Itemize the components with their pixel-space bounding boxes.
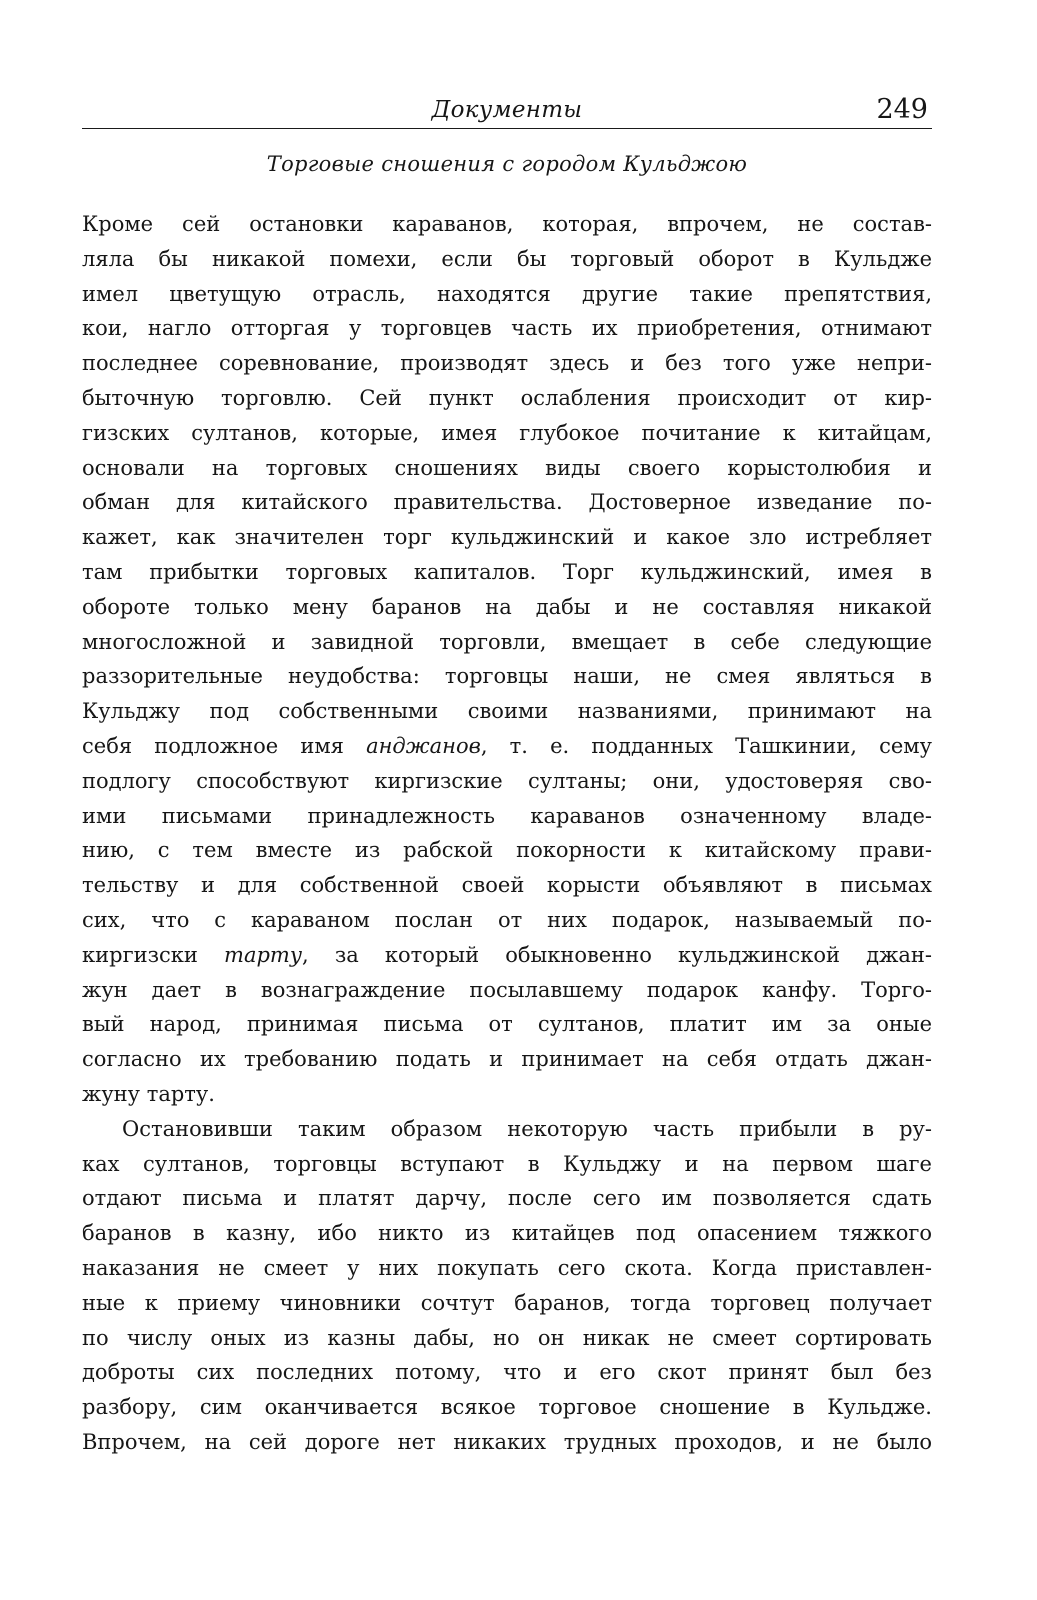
text-segment: раззорительные неудобства: торговцы наши, не смея являться в [82,664,932,689]
text-line [82,659,932,694]
text-line [82,1355,932,1390]
text-line [82,1390,932,1425]
text-segment: сих, что с караваном послан от них подарок, называемый по- [82,907,932,932]
text-segment: обман для китайского правительства. Достоверное изведание по- [82,490,932,515]
text-segment: , за который обыкновенно кульджинской джан- [302,942,932,967]
text-line [82,1147,932,1182]
text-segment: отдают письма и платят дарчу, после сего им позволяется сдать [82,1186,932,1211]
text-line [82,1181,932,1216]
text-line [82,938,932,973]
text-segment: себя подложное имя [82,733,367,758]
text-line [82,764,932,799]
running-title: Документы [431,97,583,123]
text-segment: наказания не смеет у них покупать сего скота. Когда приставлен- [82,1255,932,1280]
text-segment: там прибытки торговых капиталов. Торг кульджинский, имея в [82,559,932,584]
text-segment: баранов в казну, ибо никто из китайцев под опасением тяжкого [82,1221,932,1246]
text-line [82,903,932,938]
text-line [82,1077,932,1112]
text-segment: кажет, как значителен торг кульджинский и какое зло истребляет [82,525,932,550]
text-segment: ляла бы никакой помехи, если бы торговый оборот в Кульдже [82,246,932,271]
text-line [82,346,932,381]
header-rule [82,128,932,129]
text-segment: тельству и для собственной своей корысти объявляют в письмах [82,873,932,898]
text-segment: по числу оных из казны дабы, но он никак не смеет сортировать [82,1325,932,1350]
text-line [82,485,932,520]
text-line [82,1321,932,1356]
italic-term: тарту [224,942,303,967]
text-segment: последнее соревнование, производят здесь и без того уже непри- [82,351,932,376]
italic-term: анджанов [366,733,481,758]
running-head [82,96,932,128]
text-segment: Кульджу под собственными своими названиями, принимают на [82,699,932,724]
text-segment: имел цветущую отрасль, находятся другие такие препятствия, [82,281,932,306]
text-segment: кои, нагло отторгая у торговцев часть их приобретения, отнимают [82,316,932,341]
text-segment: Остановивши таким образом некоторую часть прибыли в ру- [122,1116,932,1141]
text-line [82,451,932,486]
text-line [82,416,932,451]
text-line [82,277,932,312]
text-segment: быточную торговлю. Сей пункт ослабления происходит от кир- [82,385,932,410]
text-line [82,381,932,416]
text-segment: Кроме сей остановки караванов, которая, впрочем, не состав- [82,212,932,236]
text-line [82,1286,932,1321]
text-line [82,973,932,1008]
text-segment: доброты сих последних потому, что и его скот принят был без [82,1360,932,1385]
text-line [82,1112,932,1147]
text-line [82,625,932,660]
text-segment: ные к приему чиновники сочтут баранов, тогда торговец получает [82,1290,932,1315]
text-segment: вый народ, принимая письма от султанов, платит им за оные [82,1012,932,1037]
text-segment: ими письмами принадлежность караванов означенному владе- [82,803,932,828]
text-segment: киргизски [82,942,225,967]
text-segment: жуну тарту. [82,1081,215,1106]
paragraph [82,1112,932,1460]
text-line [82,799,932,834]
text-segment: многосложной и завидной торговли, вмещает в себе следующие [82,629,932,654]
text-segment: жун дает в вознаграждение посылавшему подарок канфу. Торго- [82,977,932,1002]
text-segment: ках султанов, торговцы вступают в Кульджу и на первом шаге [82,1151,932,1176]
body-text [82,207,932,1460]
text-line [82,833,932,868]
text-segment: нию, с тем вместе из рабской покорности к китайскому прави- [82,838,932,863]
text-line [82,520,932,555]
text-line [82,1425,932,1460]
text-line [82,1007,932,1042]
text-line [82,1251,932,1286]
text-line [82,242,932,277]
text-line [82,1216,932,1251]
text-line [82,1042,932,1077]
text-line [82,207,932,242]
text-segment: гизских султанов, которые, имея глубокое почитание к китайцам, [82,420,932,445]
text-line [82,555,932,590]
text-segment: Впрочем, на сей дороге нет никаких трудных проходов, и не было [82,1429,932,1454]
text-segment: подлогу способствуют киргизские султаны; они, удостоверяя сво- [82,768,932,793]
text-line [82,590,932,625]
text-segment: разбору, сим оканчивается всякое торговое сношение в Кульдже. [82,1395,932,1420]
text-segment: согласно их требованию подать и принимает на себя отдать джан- [82,1047,932,1072]
text-line [82,868,932,903]
text-segment: , т. е. подданных Ташкинии, сему [480,733,932,758]
text-line [82,729,932,764]
text-segment: основали на торговых сношениях виды своего корыстолюбия и [82,455,932,480]
text-line [82,311,932,346]
text-line [82,694,932,729]
text-segment: обороте только мену баранов на дабы и не составляя никакой [82,594,932,619]
page-number: 249 [876,94,928,125]
section-title: Торговые сношения с городом Кульджою [266,152,748,176]
paragraph [82,207,932,1112]
